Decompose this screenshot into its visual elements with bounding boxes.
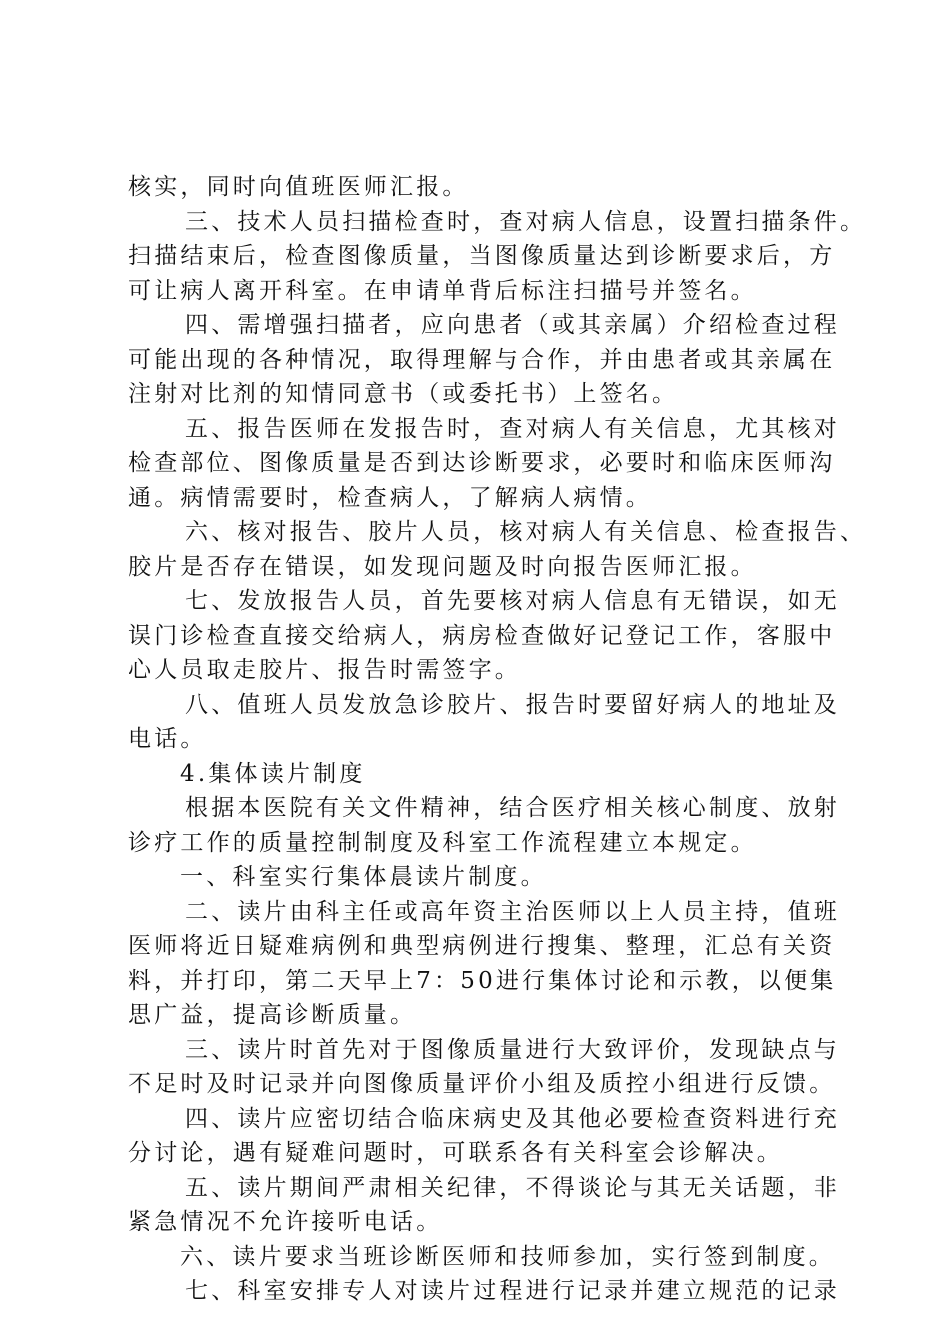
- text-line: 通。病情需要时，检查病人，了解病人病情。: [128, 484, 652, 511]
- text-line: 扫描结束后，检查图像质量，当图像质量达到诊断要求后，方: [128, 243, 836, 269]
- text-line: 紧急情况不允许接听电话。: [128, 1209, 443, 1235]
- text-line: 医师将近日疑难病例和典型病例进行搜集、整理，汇总有关资: [128, 933, 836, 959]
- document-body: [128, 170, 867, 1309]
- text-line: 胶片是否存在错误，如发现问题及时向报告医师汇报。: [128, 553, 757, 580]
- text-line: 思广益，提高诊断质量。: [128, 1002, 417, 1028]
- text-line: 可能出现的各种情况，取得理解与合作，并由患者或其亲属在: [128, 346, 836, 373]
- section-heading: 4.集体读片制度: [180, 760, 366, 787]
- text-line: 料，并打印，第二天早上7：50进行集体讨论和示教，以便集: [128, 967, 837, 994]
- text-line: 六、读片要求当班诊断医师和技师参加，实行签到制度。: [180, 1243, 835, 1270]
- text-line: 心人员取走胶片、报告时需签字。: [128, 657, 521, 683]
- text-line: 电话。: [128, 726, 207, 752]
- text-line: 误门诊检查直接交给病人，病房检查做好记登记工作，客服中: [128, 622, 836, 649]
- text-line: 八、值班人员发放急诊胶片、报告时要留好病人的地址及: [185, 691, 840, 718]
- text-line: 五、报告医师在发报告时，查对病人有关信息，尤其核对: [185, 415, 840, 442]
- text-line: 四、读片应密切结合临床病史及其他必要检查资料进行充: [185, 1105, 840, 1132]
- text-line: 分讨论，遇有疑难问题时，可联系各有关科室会诊解决。: [128, 1140, 783, 1166]
- text-line: 诊疗工作的质量控制制度及科室工作流程建立本规定。: [128, 829, 757, 856]
- text-line: 四、需增强扫描者，应向患者（或其亲属）介绍检查过程: [185, 312, 840, 338]
- text-line: 根据本医院有关文件精神，结合医疗相关核心制度、放射: [185, 795, 840, 821]
- text-line: 六、核对报告、胶片人员，核对病人有关信息、检查报告、: [185, 519, 867, 545]
- text-line: 三、读片时首先对于图像质量进行大致评价，发现缺点与: [185, 1036, 840, 1063]
- text-line: 二、读片由科主任或高年资主治医师以上人员主持，值班: [185, 898, 840, 925]
- text-line: 五、读片期间严肃相关纪律，不得谈论与其无关话题，非: [185, 1174, 840, 1201]
- text-line: 三、技术人员扫描检查时，查对病人信息，设置扫描条件。: [185, 208, 867, 235]
- text-line: 注射对比剂的知情同意书（或委托书）上签名。: [128, 381, 679, 407]
- text-line: 七、科室安排专人对读片过程进行记录并建立规范的记录: [185, 1278, 840, 1304]
- text-line: 不足时及时记录并向图像质量评价小组及质控小组进行反馈。: [128, 1071, 836, 1097]
- text-line: 核实，同时向值班医师汇报。: [128, 174, 469, 200]
- text-line: 一、科室实行集体晨读片制度。: [180, 864, 547, 890]
- text-line: 可让病人离开科室。在申请单背后标注扫描号并签名。: [128, 277, 757, 304]
- text-line: 七、发放报告人员，首先要核对病人信息有无错误，如无: [185, 588, 840, 614]
- text-line: 检查部位、图像质量是否到达诊断要求，必要时和临床医师沟: [128, 450, 836, 476]
